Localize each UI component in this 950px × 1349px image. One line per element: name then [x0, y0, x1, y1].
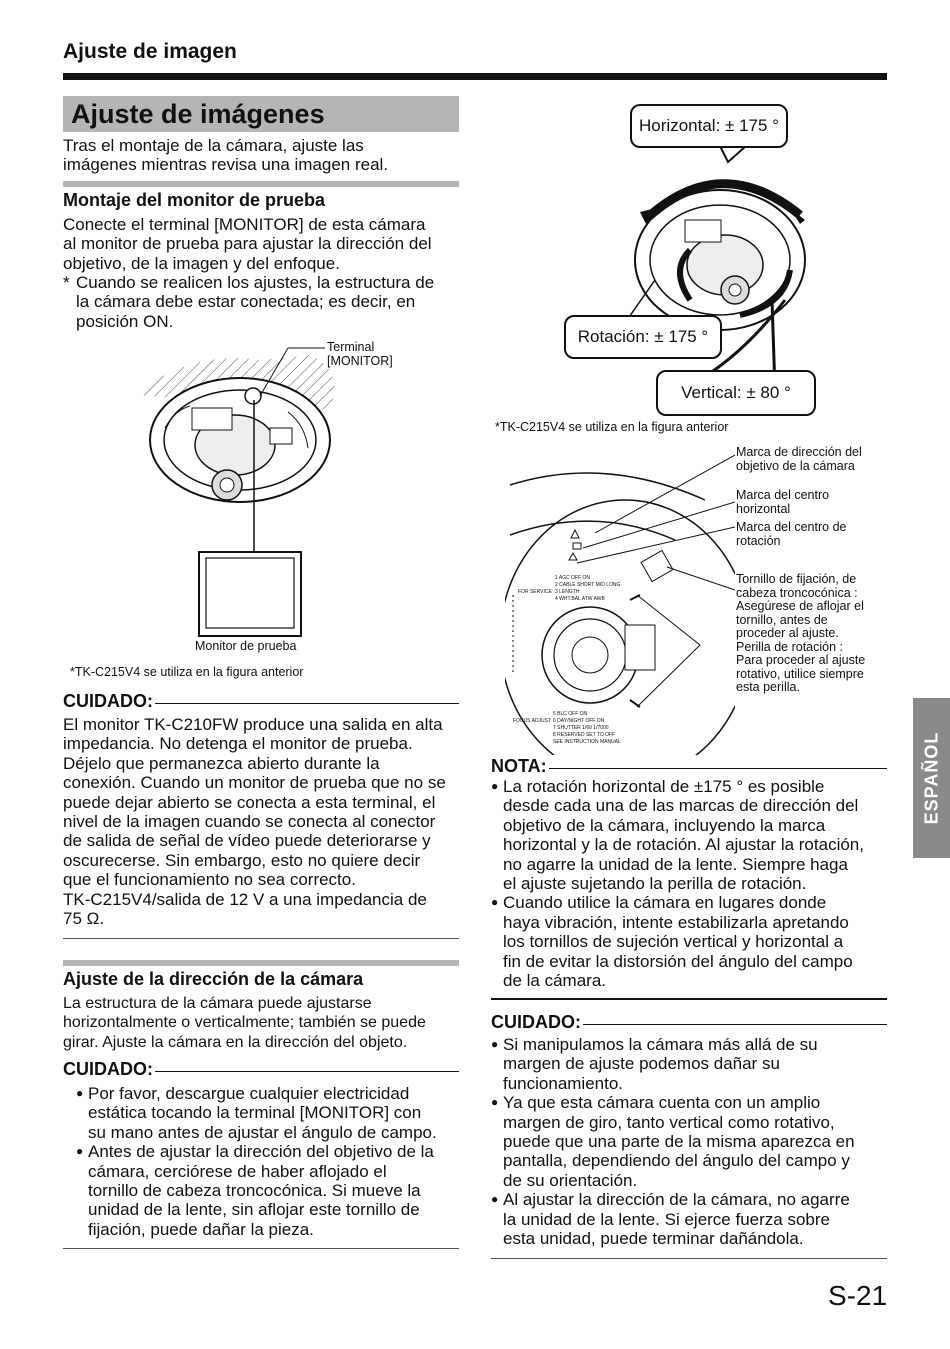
monitor-section-heading: Montaje del monitor de prueba: [63, 190, 326, 210]
page-number: S-21: [828, 1280, 888, 1311]
header-rule: [63, 73, 887, 80]
board-table-top-row: 1 AGC OFF ON: [555, 575, 591, 581]
camera-adjust-illustration: [620, 184, 805, 390]
nota-rule: [491, 998, 887, 1000]
board-table-top-row: 2 CABLE SHORT MID LONG: [555, 582, 621, 588]
list-item: ● Ya que esta cámara cuenta con un amplio margen de giro, tanto vertical como rotativo, puede que una parte de la misma aparezca en pantalla, dependiendo del ángulo del campo y de su orientación.: [491, 1093, 891, 1190]
monitor-section-note: * Cuando se realicen los ajustes, la estructura de la cámara debe estar conectada; es decir, en posición ON.: [63, 273, 435, 331]
caution2-heading: CUIDADO:: [63, 1059, 459, 1080]
direction-section-heading: Ajuste de la dirección de la cámara: [63, 969, 364, 989]
board-table-bottom-row: SEE INSTRUCTION MANUAL: [553, 739, 621, 745]
caution2-rule: [63, 1248, 459, 1249]
screw-knob-label: Tornillo de fijación, de cabeza troncocónica : Asegúrese de aflojar el tornillo, antes de proceder al ajuste. Perilla de rotación : Para proceder al ajuste rotativo, utilice siempre esta perilla.: [736, 572, 866, 694]
horizontal-callout: Horizontal: ± 175 °: [630, 104, 788, 148]
nota-list: [491, 777, 891, 990]
caution1-rule: [63, 938, 459, 939]
test-monitor-label: Monitor de prueba: [195, 639, 297, 653]
board-table-bottom-row: 5 BLC OFF ON: [553, 711, 588, 717]
monitor-section-body: Conecte el terminal [MONITOR] de esta cámara al monitor de prueba para ajustar la dirección del objetivo, de la imagen y del enfoque.: [63, 215, 432, 273]
caution3-list: [491, 1035, 891, 1248]
intro-line: imágenes mientras revisa una imagen real.: [63, 155, 389, 175]
list-item: ● Por favor, descargue cualquier electricidad estática tocando la terminal [MONITOR] con su mano antes de ajustar el ángulo de campo.: [76, 1084, 466, 1142]
right-figure-footnote: *TK-C215V4 se utiliza en la figura anterior: [495, 420, 729, 434]
section-bar: [63, 960, 459, 966]
board-table-top-row: 4 WHT.BAL ATW AWB: [555, 596, 605, 602]
caution3-rule: [491, 1258, 887, 1259]
page-header-title: Ajuste de imagen: [63, 40, 237, 63]
left-figure-footnote: *TK-C215V4 se utiliza en la figura anterior: [70, 665, 304, 679]
vertical-callout: Vertical: ± 80 °: [656, 370, 816, 416]
language-side-tab: [913, 698, 950, 858]
board-table-bottom-row: 8 RESERVED SET TO OFF: [553, 732, 616, 738]
caution1-heading: CUIDADO:: [63, 691, 459, 712]
board-for-service-label: FOR SERVICE: [518, 589, 552, 595]
camera-dome-illustration: [135, 355, 335, 502]
camera-monitor-figure: [120, 340, 460, 660]
nota-heading: NOTA:: [491, 756, 887, 777]
camera-board-illustration: [505, 473, 735, 755]
section-bar: [63, 181, 459, 187]
mark-lens-direction-label: Marca de dirección del objetivo de la cámara: [736, 445, 862, 473]
main-title: Ajuste de imágenes: [63, 96, 459, 132]
mark-horizontal-center-label: Marca del centro horizontal: [736, 488, 830, 516]
board-table-bottom-row: 6 DAY/NIGHT OFF ON: [553, 718, 605, 724]
intro-line: Tras el montaje de la cámara, ajuste las: [63, 136, 364, 155]
caution1-body: El monitor TK-C210FW produce una salida en alta impedancia. No detenga el monitor de prueba. Déjelo que permanezca abierto durante la conexión. Cuando un monitor de prueba que no se puede dejar abierto se conecta a esta terminal, el nivel de la imagen cuando se conecta al conector de salida de señal de vídeo puede deteriorarse y oscurecerse. Sin embargo, esto no quiere decir que el funcionamiento no sea correcto. TK-C215V4/salida de 12 V a una impedancia de 75 Ω.: [63, 715, 446, 929]
language-tab-label: ESPAÑOL: [921, 731, 941, 825]
rotation-callout: Rotación: ± 175 °: [564, 315, 722, 359]
list-item: ● Al ajustar la dirección de la cámara, no agarre la unidad de la lente. Si ejerce fuerza sobre esta unidad, puede terminar dañándola.: [491, 1190, 891, 1248]
mark-rotation-center-label: Marca del centro de rotación: [736, 520, 847, 548]
camera-board-figure: [505, 445, 735, 755]
list-item: ● La rotación horizontal de ±175 ° es posible desde cada una de las marcas de dirección del objetivo de la cámara, incluyendo la marca horizontal y la de rotación. Al ajustar la rotación, no agarre la unidad de la lente. Siempre haga el ajuste sujetando la perilla de rotación.: [491, 777, 891, 893]
intro-paragraph: [63, 136, 388, 175]
caution2-list: [76, 1084, 466, 1239]
test-monitor-illustration: [199, 552, 301, 636]
board-focus-label: FOCUS ADJUST: [513, 718, 552, 724]
terminal-monitor-label: Terminal [MONITOR]: [327, 340, 393, 368]
list-item: ● Antes de ajustar la dirección del objetivo de la cámara, cerciórese de haber aflojado el tornillo de cabeza troncocónica. Si mueve la unidad de la lente, sin aflojar este tornillo de fijación, puede dañar la pieza.: [76, 1142, 466, 1239]
list-item: ● Si manipulamos la cámara más allá de su margen de ajuste podemos dañar su funcionamiento.: [491, 1035, 891, 1093]
caution3-heading: CUIDADO:: [491, 1012, 887, 1033]
list-item: ● Cuando utilice la cámara en lugares donde haya vibración, intente estabilizarla apretando los tornillos de sujeción vertical y horizontal a fin de evitar la distorsión del ángulo del campo de la cámara.: [491, 893, 891, 990]
direction-section-body: La estructura de la cámara puede ajustarse horizontalmente o verticalmente; también se puede girar. Ajuste la cámara en la dirección del objeto.: [63, 995, 426, 1051]
board-table-top-row: 3 LENGTH: [555, 589, 580, 595]
board-table-bottom-row: 7 SHUTTER 1/60 1/7000: [553, 725, 609, 731]
